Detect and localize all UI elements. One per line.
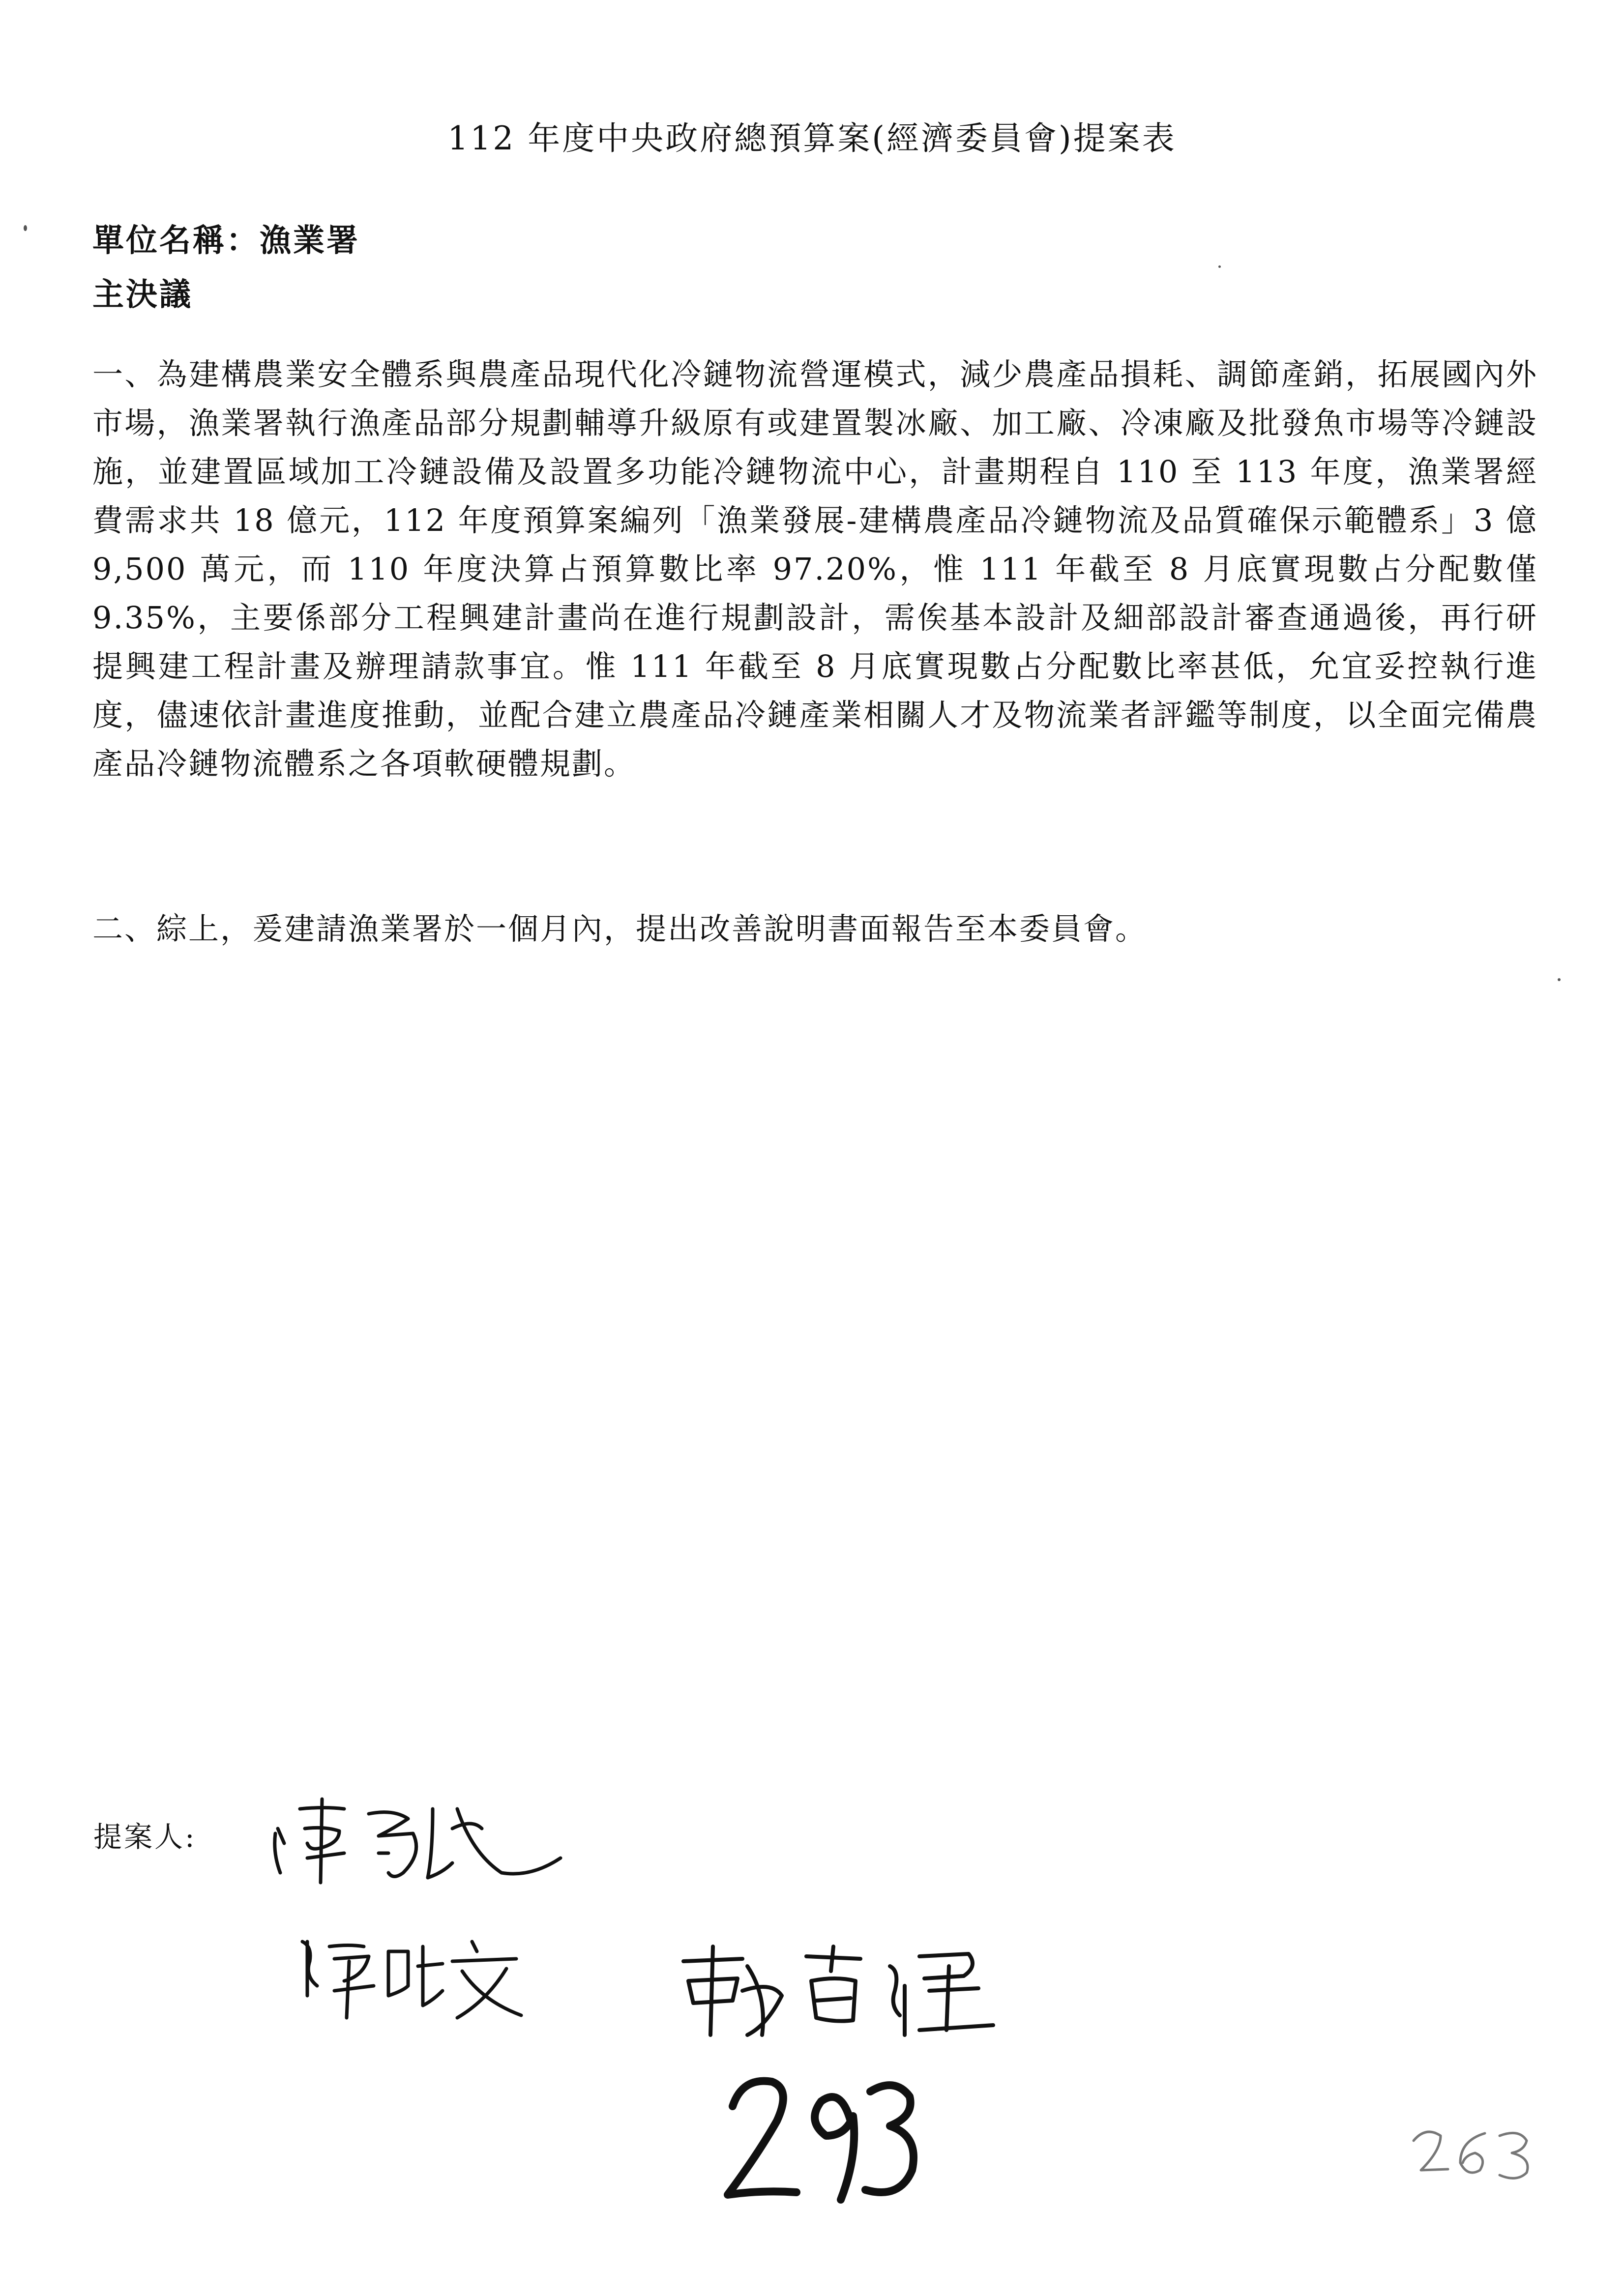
resolution-paragraph-1: 一、為建構農業安全體系與農產品現代化冷鏈物流營運模式，減少農產品損耗、調節產銷，拓展國內外市場，漁業署執行漁產品部分規劃輔導升級原有或建置製冰廠、加工廠、冷凍廠及批發魚市場等冷鏈設施，並建置區域加工冷鏈設備及設置多功能冷鏈物流中心，計畫期程自 110 至 113 年度，漁業署經費需求共 18 億元，112 年度預算案編列「漁業發展-建構農產品冷鏈物流及品質確保示範體系」3 億 9,500 萬元，而 110 年度決算占預算數比率 97.20%，惟 111 年截至 8 月底實現數占分配數僅 9.35%，主要係部分工程興建計畫尚在進行規劃設計，需俟基本設計及細部設計審查通過後，再行研提興建工程計畫及辦理請款事宜。惟 111 年截至 8 月底實現數占分配數比率甚低，允宜妥控執行進度，儘速依計畫進度推動，並配合建立農產品冷鏈產業相關人才及物流業者評鑑等制度，以全面完備農產品冷鏈物流體系之各項軟硬體規劃。: [92, 356, 1538, 782]
proposer-label: 提案人:: [93, 1820, 197, 1854]
scan-speck: [24, 225, 27, 231]
stamped-page-number-text: 263: [1406, 2116, 1407, 2117]
stamped-page-number: [1406, 2116, 1539, 2185]
unit-name: 單位名稱：漁業署: [92, 223, 360, 259]
document-title: 112 年度中央政府總預算案(經濟委員會)提案表: [447, 119, 1177, 157]
scan-speck: [1218, 265, 1221, 268]
scan-speck: [1558, 978, 1561, 981]
resolution-paragraph-2: 二、綜上，爰建請漁業署於一個月內，提出改善說明書面報告至本委員會。: [92, 911, 1148, 947]
handwritten-page-number: [718, 2067, 924, 2214]
main-resolution-heading: 主決議: [92, 277, 193, 313]
